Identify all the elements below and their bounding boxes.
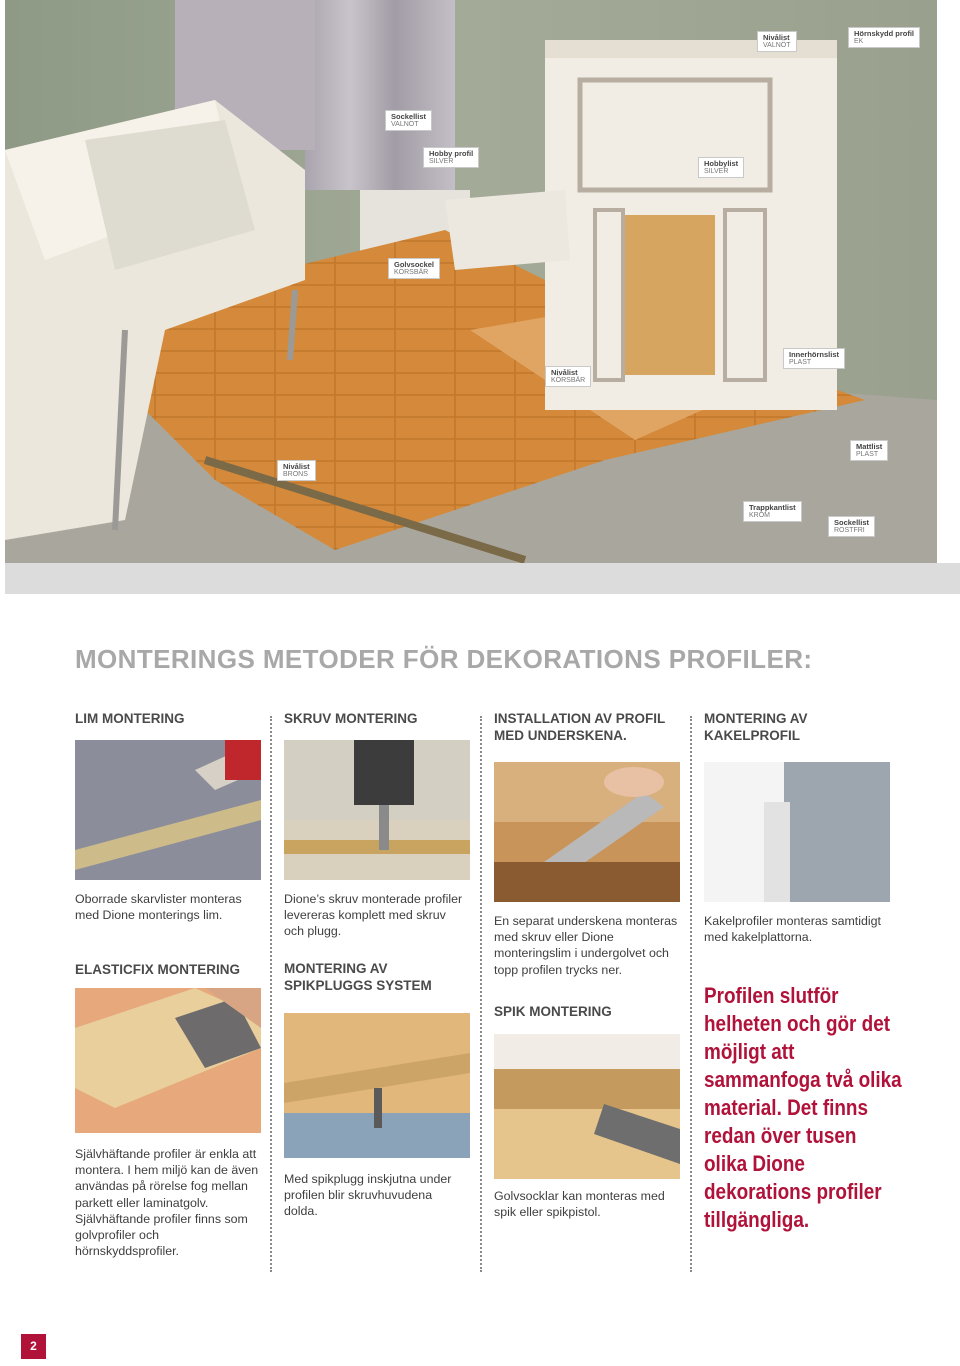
column-divider	[270, 716, 272, 1272]
column-subheading: SPIK MONTERING	[494, 1004, 612, 1019]
hero-label: Hörnskydd profil EK	[848, 27, 920, 48]
tile-profile-photo	[704, 762, 890, 902]
column-divider	[690, 716, 692, 1272]
column-text: Oborrade skarvlister monteras med Dione monterings lim.	[75, 892, 242, 923]
elasticfix-photo	[75, 988, 261, 1133]
column-heading: INSTALLATION AV PROFIL MED UNDERSKENA.	[494, 711, 665, 743]
hero-label: Golvsockel KÖRSBÄR	[388, 258, 440, 279]
hero-photo	[5, 0, 937, 563]
hero-label: Mattlist PLAST	[850, 440, 888, 461]
column-text: En separat underskena monteras med skruv eller Dione monteringslim i undergolvet och topp profilen trycks ner.	[494, 914, 678, 977]
column-text: Kakelprofiler monteras samtidigt med kakelplattorna.	[704, 914, 881, 945]
hero-label: Sockellist VALNÖT	[385, 110, 432, 131]
highlight-quote: Profilen slutför helheten och gör det möjligt att sammanfoga två olika material. Det finns redan över tusen olika Dione dekorations profiler tillgängliga.	[704, 983, 902, 1232]
column-text: Dione’s skruv monterade profiler levereras komplett med skruv och plugg.	[284, 892, 463, 939]
column-heading: MONTERING AV KAKELPROFIL	[704, 711, 808, 743]
column-subtext: Golvsocklar kan monteras med spik eller spikpistol.	[494, 1189, 665, 1220]
hero-label: Nivålist VALNÖT	[757, 31, 797, 52]
header-band	[5, 563, 960, 594]
hero-label: Hobby profil SILVER	[423, 147, 479, 168]
page-title: MONTERINGS METODER FÖR DEKORATIONS PROFILER:	[75, 644, 813, 674]
rail-mounting-photo	[494, 762, 680, 902]
nail-mounting-photo	[494, 1034, 680, 1179]
living-room-illustration	[5, 0, 937, 563]
column-subtext: Självhäftande profiler är enkla att montera. I hem miljö kan de även användas på rörelse fog mellan parkett eller laminatgolv. Självhäftande profiler finns som golvprofiler och hörnskyddsprofiler.	[75, 1147, 259, 1259]
hero-label: Sockellist ROSTFRI	[828, 516, 875, 537]
glue-mounting-photo	[75, 740, 261, 880]
hero-label: Nivålist BRONS	[277, 460, 316, 481]
hero-label: Hobbylist SILVER	[698, 157, 744, 178]
hero-label: Innerhörnslist PLAST	[783, 348, 845, 369]
column-divider	[480, 716, 482, 1272]
hero-label: Nivålist KÖRSBÄR	[545, 366, 591, 387]
nail-plug-photo	[284, 1013, 470, 1158]
column-heading: LIM MONTERING	[75, 711, 185, 726]
column-heading: SKRUV MONTERING	[284, 711, 418, 726]
column-subheading: MONTERING AV SPIKPLUGGS SYSTEM	[284, 961, 432, 993]
screw-mounting-photo	[284, 740, 470, 880]
hero-label: Trappkantlist KROM	[743, 501, 802, 522]
column-subheading: ELASTICFIX MONTERING	[75, 962, 240, 977]
column-subtext: Med spikplugg inskjutna under profilen blir skruvhuvudena dolda.	[284, 1172, 452, 1219]
page-number: 2	[21, 1334, 46, 1359]
